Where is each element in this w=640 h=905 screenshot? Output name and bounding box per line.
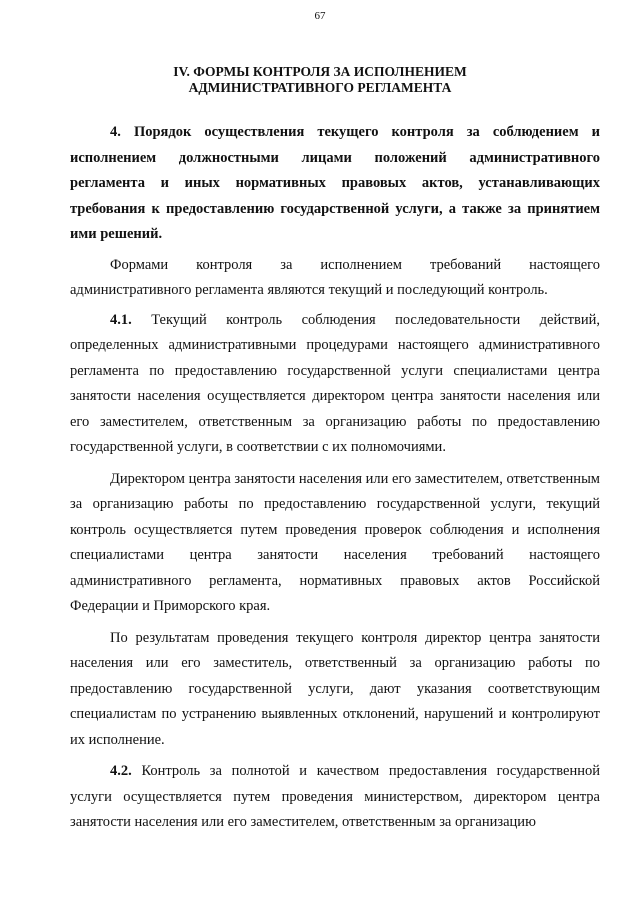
paragraph-results: По результатам проведения текущего контроля директор центра занятости населения или его заместитель, ответственный за организацию работы по предоставлению государственной услуги, дают указания соответствующим специалистам по устранению выявленных отклонений, нарушений и контролируют их исполнение. — [70, 629, 600, 748]
heading-line-1: IV. ФОРМЫ КОНТРОЛЯ ЗА ИСПОЛНЕНИЕМ — [173, 64, 467, 79]
clause-number-4-2: 4.2. — [110, 763, 132, 779]
subsection-title-4 — [70, 120, 600, 248]
paragraph-forms: Формами контроля за исполнением требований настоящего административного регламента являются текущий и последующий контроль. — [70, 256, 600, 298]
paragraph-4-2 — [70, 759, 600, 836]
document-body — [70, 120, 600, 836]
paragraph-4-1 — [70, 308, 600, 461]
clause-text-4-1: Текущий контроль соблюдения последовательности действий, определенных административными процедурами настоящего административного регламента по предоставлению государственной услуги специалистами центра занятости населения осуществляется директором центра занятости населения или его заместителем, ответственным за организацию работы по предоставлению государственной услуги, в соответствии с их полномочиями. — [70, 311, 600, 455]
paragraph-director: Директором центра занятости населения или его заместителем, ответственным за организацию работы по предоставлению государственной услуги, текущий контроль осуществляется путем проведения проверок соблюдения и исполнения специалистами центра занятости населения требований настоящего административного регламента, нормативных правовых актов Российской Федерации и Приморского края. — [70, 470, 600, 614]
heading-line-2: АДМИНИСТРАТИВНОГО РЕГЛАМЕНТА — [188, 80, 452, 95]
subsection-text: Порядок осуществления текущего контроля за соблюдением и исполнением должностными лицами положений административного регламента и иных нормативных правовых актов, устанавливающих требования к предоставлению государственной услуги, а также за принятием ими решений. — [70, 124, 601, 242]
section-heading — [60, 64, 580, 96]
clause-number-4-1: 4.1. — [110, 311, 132, 328]
page-number: 67 — [314, 10, 326, 22]
subsection-number: 4. — [110, 124, 121, 140]
clause-text-4-2: Контроль за полнотой и качеством предоставления государственной услуги осуществляется путем проведения министерством, директором центра занятости населения или его заместителем, ответственным за организацию — [70, 763, 601, 830]
